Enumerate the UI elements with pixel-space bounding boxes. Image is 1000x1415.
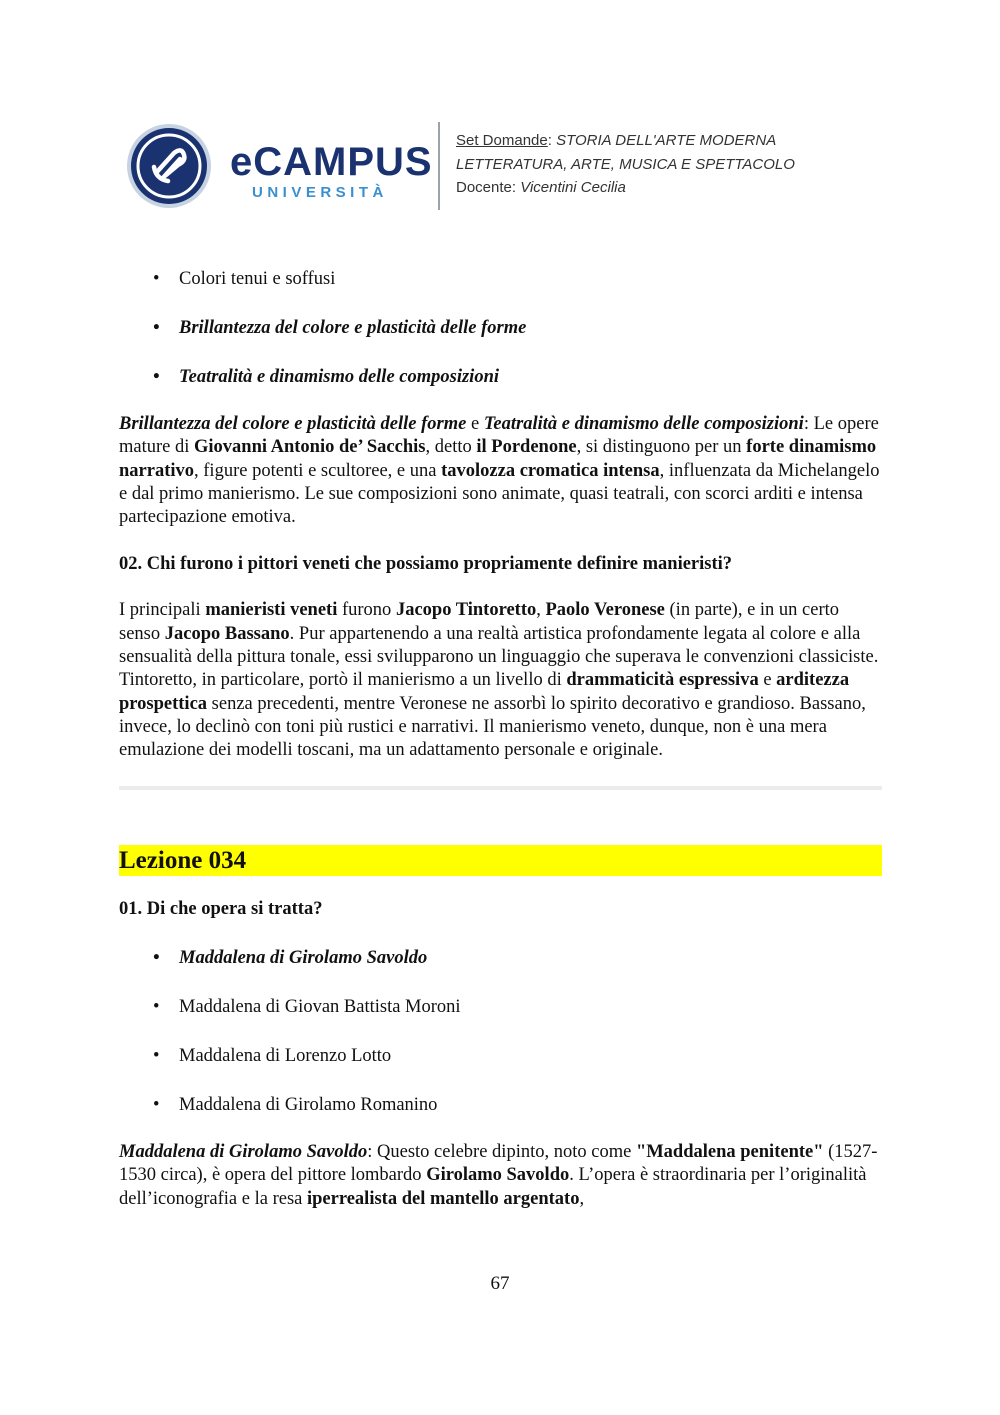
page-number: 67 <box>490 1273 510 1294</box>
brand-name <box>230 142 433 182</box>
bold-term: arditezza prospettica <box>119 670 850 714</box>
bold-term: Giovanni Antonio de’ Sacchis <box>194 437 426 458</box>
ecampus-wordmark <box>230 142 433 201</box>
text-run: e <box>466 413 484 434</box>
option-text: Maddalena di Girolamo Savoldo <box>179 948 428 968</box>
bold-term: Paolo Veronese <box>545 600 665 621</box>
text-run: . Pur appartenendo a una realtà artistica profondamente legata al colore e alla sensualità della pittura tonale, essi svilupparono un linguaggio che superava le convenzioni classiciste. Tintoretto, in particolare, portò il manierismo a un livello di <box>119 623 879 691</box>
answer-explanation <box>119 1141 882 1211</box>
option-text: Maddalena di Girolamo Romanino <box>179 1094 438 1115</box>
text-run: furono <box>337 600 396 621</box>
docente-line <box>456 176 795 200</box>
set-label: Set Domande <box>456 132 548 149</box>
answer-option <box>119 1045 882 1068</box>
set-value: STORIA DELL'ARTE MODERNA <box>556 132 777 149</box>
text-run: . L’opera è straordinaria per l’originalità dell’iconografia e la resa <box>119 1165 867 1209</box>
option-text: Colori tenui e soffusi <box>179 269 336 289</box>
bold-term: Jacopo Bassano <box>164 623 290 644</box>
section-divider <box>119 786 882 790</box>
answer-options-list <box>119 268 882 389</box>
answer-highlight: Maddalena di Girolamo Savoldo <box>119 1141 368 1162</box>
text-run: senza precedenti, mentre Veronese ne assorbì lo spirito decorativo e grandioso. Bassano, invece, lo declinò con toni più rustici e narrativi. Il manierismo veneto, dunque, non è una mera emulazione dei modelli toscani, ma un adattamento personale e originale. <box>119 693 866 761</box>
text-run: e <box>758 670 777 691</box>
answer-option-correct <box>119 317 882 340</box>
answer-option <box>119 996 882 1019</box>
answer-highlight: Brillantezza del colore e plasticità delle forme <box>119 413 467 434</box>
text-run: : Le opere mature di <box>119 413 879 458</box>
answer-option <box>119 268 882 291</box>
bold-term: Girolamo Savoldo <box>426 1165 570 1186</box>
bold-term: manieristi veneti <box>205 600 338 621</box>
bold-term: il Pordenone <box>476 437 577 458</box>
text-run: (in parte), e in un certo senso <box>119 600 840 644</box>
text-run: , si distinguono per un <box>576 437 747 458</box>
docente-label: Docente: <box>456 179 517 196</box>
header-divider <box>438 122 440 210</box>
bold-term: Jacopo Tintoretto <box>395 600 537 621</box>
text-run: , figure potenti e scultoree, e una <box>194 460 442 481</box>
page-content <box>119 268 882 1234</box>
lesson-title: Lezione 034 <box>119 845 882 876</box>
header-info <box>456 129 795 200</box>
text-run: , <box>579 1188 585 1209</box>
text-run: , <box>536 600 546 621</box>
brand-prefix: e <box>230 140 254 184</box>
bold-term: drammaticità espressiva <box>566 670 759 691</box>
document-header <box>124 120 884 215</box>
option-text: Teatralità e dinamismo delle composizioni <box>179 366 499 387</box>
bold-term: forte dinamismo narrativo <box>119 437 877 481</box>
text-run: I principali <box>119 600 206 621</box>
text-run: , influenzata da Michelangelo e dal primo manierismo. Le sue composizioni sono animate, quasi teatrali, con scorci arditi e intensa partecipazione emotiva. <box>119 460 880 528</box>
answer-explanation <box>119 599 882 762</box>
answer-option <box>119 1094 882 1117</box>
option-text: Brillantezza del colore e plasticità delle forme <box>179 317 527 338</box>
bold-term: tavolozza cromatica intensa <box>441 460 660 481</box>
bold-term: "Maddalena penitente" <box>635 1141 824 1162</box>
text-run: : Questo celebre dipinto, noto come <box>367 1141 636 1162</box>
option-text: Maddalena di Giovan Battista Moroni <box>179 996 461 1017</box>
brand-main: CAMPUS <box>253 140 433 184</box>
answer-options-list <box>119 947 882 1117</box>
option-text: Maddalena di Lorenzo Lotto <box>179 1045 392 1066</box>
docente-value: Vicentini Cecilia <box>520 179 626 196</box>
question-heading: 02. Chi furono i pittori veneti che possiamo propriamente definire manieristi? <box>119 553 733 574</box>
text-run: , detto <box>425 437 477 458</box>
category-line: LETTERATURA, ARTE, MUSICA E SPETTACOLO <box>456 155 795 173</box>
bold-term: iperrealista del mantello argentato <box>306 1188 580 1209</box>
answer-option-correct <box>119 947 882 970</box>
ecampus-seal-logo <box>126 123 212 209</box>
answer-explanation <box>119 413 882 529</box>
answer-option-correct <box>119 366 882 389</box>
set-line: Set Domande: STORIA DELL'ARTE MODERNA <box>456 132 777 149</box>
brand-subtitle: UNIVERSITÀ <box>252 184 388 201</box>
text-run: (1527-1530 circa), è opera del pittore lombardo <box>119 1141 878 1186</box>
question-heading: 01. Di che opera si tratta? <box>119 898 323 919</box>
answer-highlight: Teatralità e dinamismo delle composizioni <box>483 413 804 434</box>
